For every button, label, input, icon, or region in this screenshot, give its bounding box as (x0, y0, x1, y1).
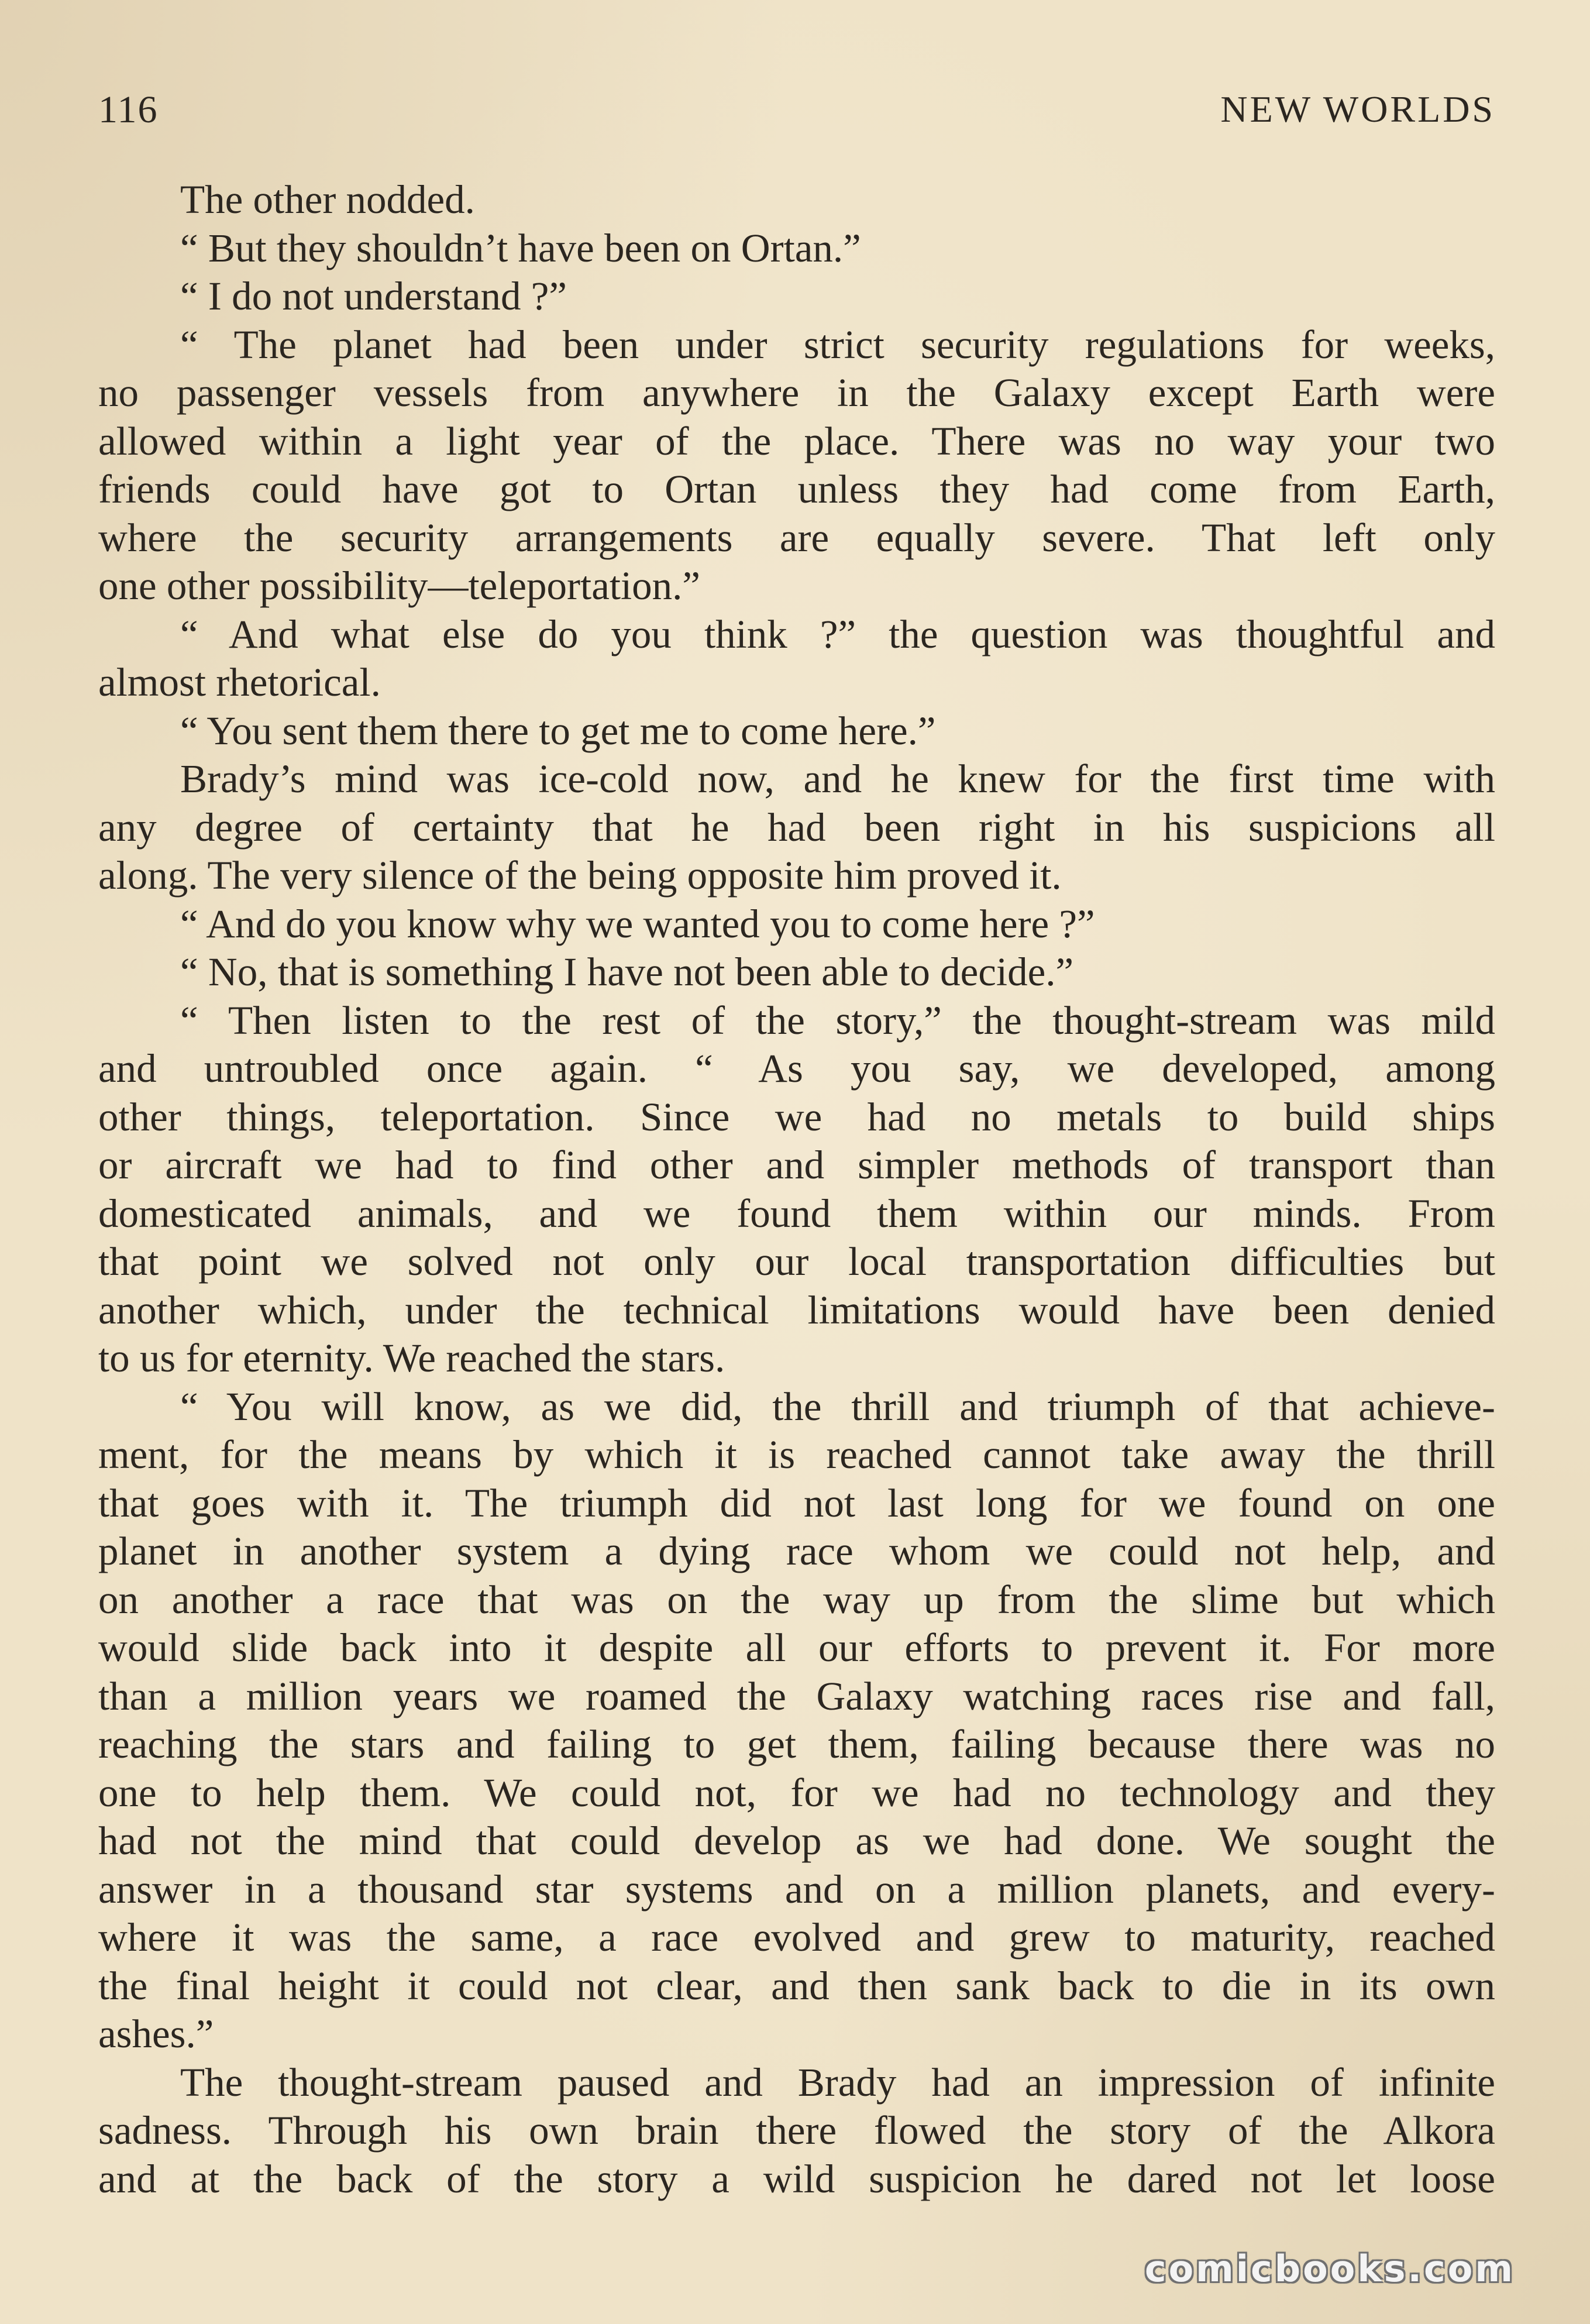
text-line: or aircraft we had to find other and simpler methods of transport than (98, 1143, 1495, 1187)
text-line: domesticated animals, and we found them within our minds. From (98, 1191, 1495, 1236)
text-line: and untroubled once again. “ As you say, we developed, among (98, 1046, 1495, 1091)
running-head (98, 88, 1495, 135)
text-line: no passenger vessels from anywhere in the Galaxy except Earth were (98, 370, 1495, 415)
text-line: “ The planet had been under strict security regulations for weeks, (180, 322, 1495, 367)
text-line: “ No, that is something I have not been able to decide.” (180, 950, 1074, 994)
text-line: on another a race that was on the way up from the slime but which (98, 1577, 1495, 1622)
text-line: where it was the same, a race evolved and grew to maturity, reached (98, 1915, 1495, 1959)
text-line: The thought-stream paused and Brady had an impression of infinite (180, 2060, 1495, 2105)
page-number: 116 (98, 88, 159, 131)
text-line: planet in another system a dying race whom we could not help, and (98, 1529, 1495, 1573)
text-line: “ Then listen to the rest of the story,” the thought-stream was mild (180, 998, 1495, 1043)
text-line: and at the back of the story a wild suspicion he dared not let loose (98, 2156, 1495, 2201)
text-line: had not the mind that could develop as we had done. We sought the (98, 1818, 1495, 1863)
watermark: comicbooks.com (1144, 2247, 1515, 2290)
text-line: where the security arrangements are equally severe. That left only (98, 515, 1495, 560)
text-line: that goes with it. The triumph did not last long for we found on one (98, 1480, 1495, 1525)
text-line: reaching the stars and failing to get them, failing because there was no (98, 1722, 1495, 1766)
text-line: “ And what else do you think ?” the question was thoughtful and (180, 611, 1495, 656)
text-line: The other nodded. (180, 177, 475, 222)
text-line: answer in a thousand star systems and on a million planets, and every- (98, 1866, 1495, 1912)
text-line: “ You sent them there to get me to come here.” (180, 708, 936, 753)
text-line: Brady’s mind was ice-cold now, and he knew for the first time with (180, 757, 1495, 801)
text-line: to us for eternity. We reached the stars. (98, 1336, 725, 1380)
text-line: would slide back into it despite all our efforts to prevent it. For more (98, 1625, 1495, 1670)
text-line: “ I do not understand ?” (180, 274, 567, 318)
text-line: ment, for the means by which it is reached cannot take away the thrill (98, 1432, 1495, 1477)
text-line: “ And do you know why we wanted you to come here ?” (180, 901, 1095, 946)
text-line: other things, teleportation. Since we had no metals to build ships (98, 1094, 1495, 1139)
text-line: almost rhetorical. (98, 660, 381, 704)
text-line: than a million years we roamed the Galaxy watching races rise and fall, (98, 1673, 1495, 1718)
text-line: allowed within a light year of the place. There was no way your two (98, 418, 1495, 463)
text-line: any degree of certainty that he had been right in his suspicions all (98, 805, 1495, 850)
text-line: that point we solved not only our local transportation difficulties but (98, 1239, 1495, 1284)
body-text (98, 176, 1495, 2203)
text-line: one to help them. We could not, for we had no technology and they (98, 1770, 1495, 1815)
text-line: “ You will know, as we did, the thrill and triumph of that achieve- (180, 1384, 1495, 1429)
running-title: NEW WORLDS (1220, 88, 1495, 130)
text-line: along. The very silence of the being opposite him proved it. (98, 853, 1062, 898)
text-line: “ But they shouldn’t have been on Ortan.” (180, 225, 861, 270)
text-line: another which, under the technical limitations would have been denied (98, 1287, 1495, 1332)
text-line: sadness. Through his own brain there flowed the story of the Alkora (98, 2108, 1495, 2153)
text-line: ashes.” (98, 2012, 214, 2056)
text-line: one other possibility—teleportation.” (98, 563, 701, 608)
text-line: the final height it could not clear, and then sank back to die in its own (98, 1963, 1495, 2008)
text-line: friends could have got to Ortan unless they had come from Earth, (98, 467, 1495, 511)
